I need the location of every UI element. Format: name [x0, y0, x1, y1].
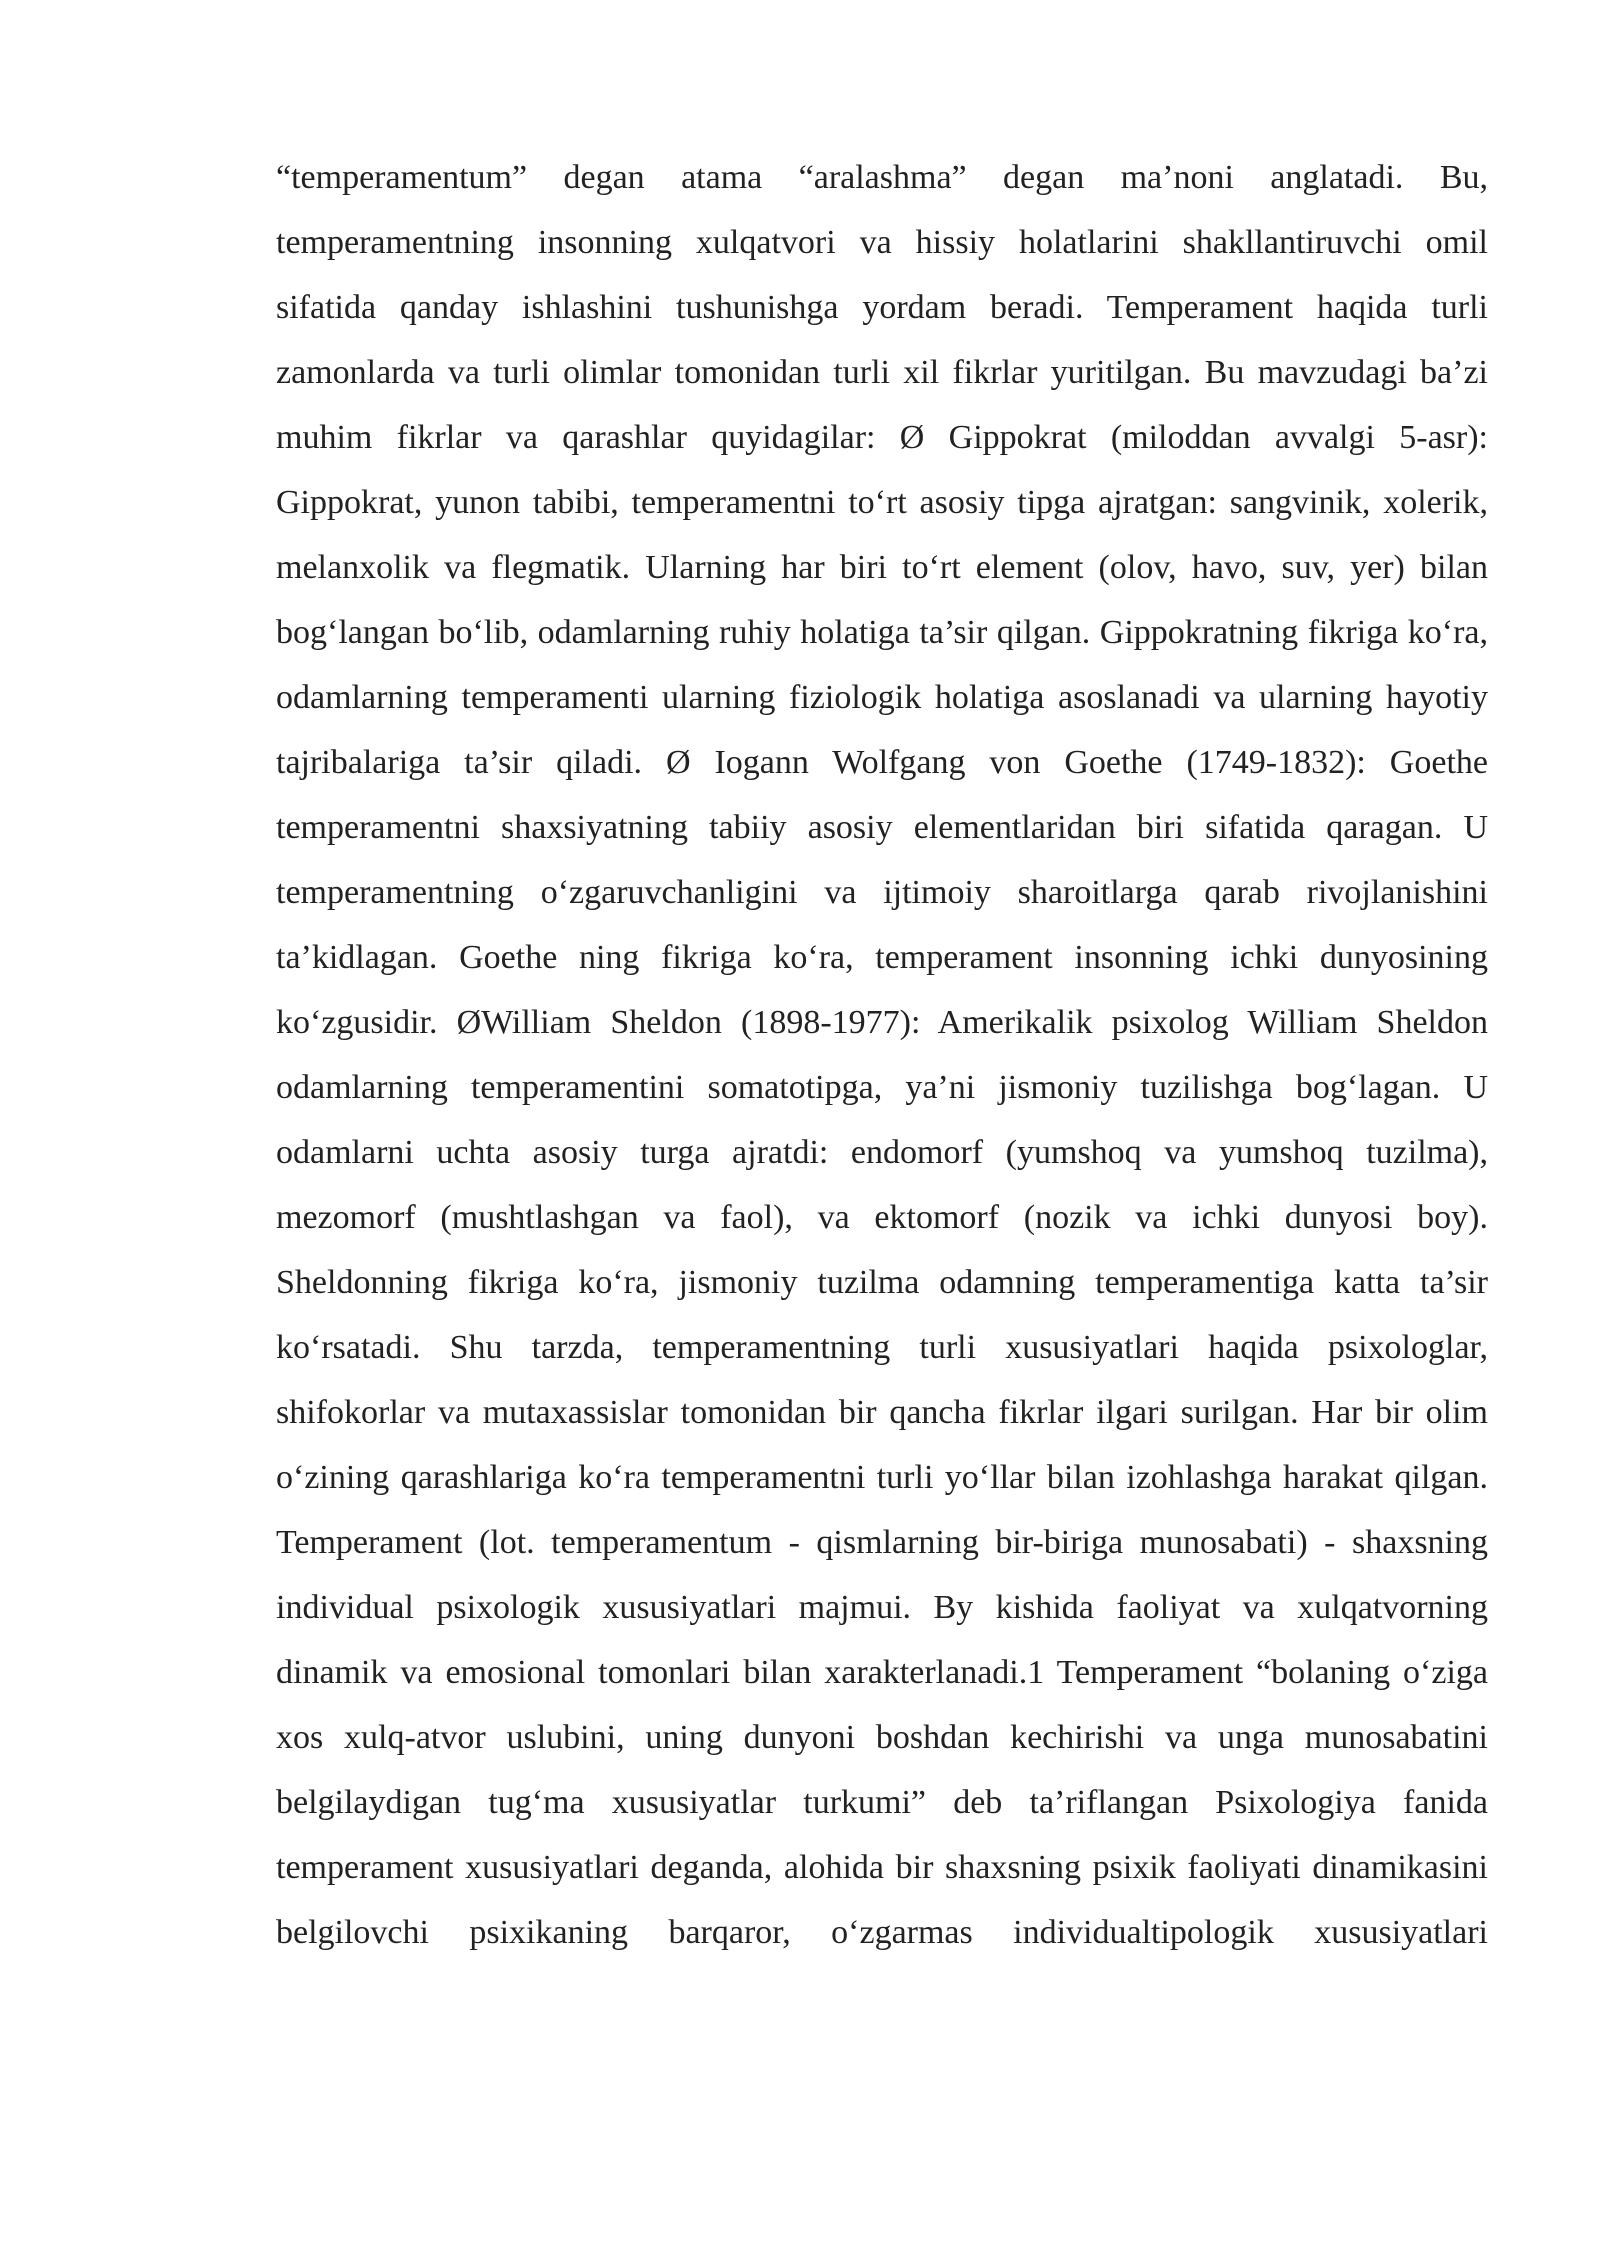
body-paragraph: “temperamentum” degan atama “aralashma” degan ma’noni anglatadi. Bu, temperamentning insonning xulqatvori va hissiy holatlarini shakllantiruvchi omil sifatida qanday ishlashini tushunishga yordam beradi. Temperament haqida turli zamonlarda va turli olimlar tomonidan turli xil fikrlar yuritilgan. Bu mavzudagi ba’zi muhim fikrlar va qarashlar quyidagilar: Ø Gippokrat (miloddan avvalgi 5-asr): Gippokrat, yunon tabibi, temperamentni to‘rt asosiy tipga ajratgan: sangvinik, xolerik, melanxolik va flegmatik. Ularning har biri to‘rt element (olov, havo, suv, yer) bilan bog‘langan bo‘lib, odamlarning ruhiy holatiga ta’sir qilgan. Gippokratning fikriga ko‘ra, odamlarning temperamenti ularning fiziologik holatiga asoslanadi va ularning hayotiy tajribalariga ta’sir qiladi. Ø Iogann Wolfgang von Goethe (1749-1832): Goethe temperamentni shaxsiyatning tabiiy asosiy elementlaridan biri sifatida qaragan. U temperamentning o‘zgaruvchanligini va ijtimoiy sharoitlarga qarab rivojlanishini ta’kidlagan. Goethe ning fikriga ko‘ra, temperament insonning ichki dunyosining ko‘zgusidir. ØWilliam Sheldon (1898-1977): Amerikalik psixolog William Sheldon odamlarning temperamentini somatotipga, ya’ni jismoniy tuzilishga bog‘lagan. U odamlarni uchta asosiy turga ajratdi: endomorf (yumshoq va yumshoq tuzilma), mezomorf (mushtlashgan va faol), va ektomorf (nozik va ichki dunyosi boy). Sheldonning fikriga ko‘ra, jismoniy tuzilma odamning temperamentiga katta ta’sir ko‘rsatadi. Shu tarzda, temperamentning turli xususiyatlari haqida psixologlar, shifokorlar va mutaxassislar tomonidan bir qancha fikrlar ilgari surilgan. Har bir olim o‘zining qarashlariga ko‘ra temperamentni turli yo‘llar bilan izohlashga harakat qilgan. Temperament (lot. temperamentum - qismlarning bir-biriga munosabati) - shaxsning individual psixologik xususiyatlari majmui. By kishida faoliyat va xulqatvorning dinamik va emosional tomonlari bilan xarakterlanadi.1 Temperament “bolaning o‘ziga xos xulq-atvor uslubini, uning dunyoni boshdan kechirishi va unga munosabatini belgilaydigan tug‘ma xususiyatlar turkumi” deb ta’riflangan Psixologiya fanida temperament xususiyatlari deganda, alohida bir shaxsning psixik faoliyati dinamikasini belgilovchi psixikaning barqaror, o‘zgarmas individualtipologik xususiyatlari	[276, 159, 1488, 1951]
